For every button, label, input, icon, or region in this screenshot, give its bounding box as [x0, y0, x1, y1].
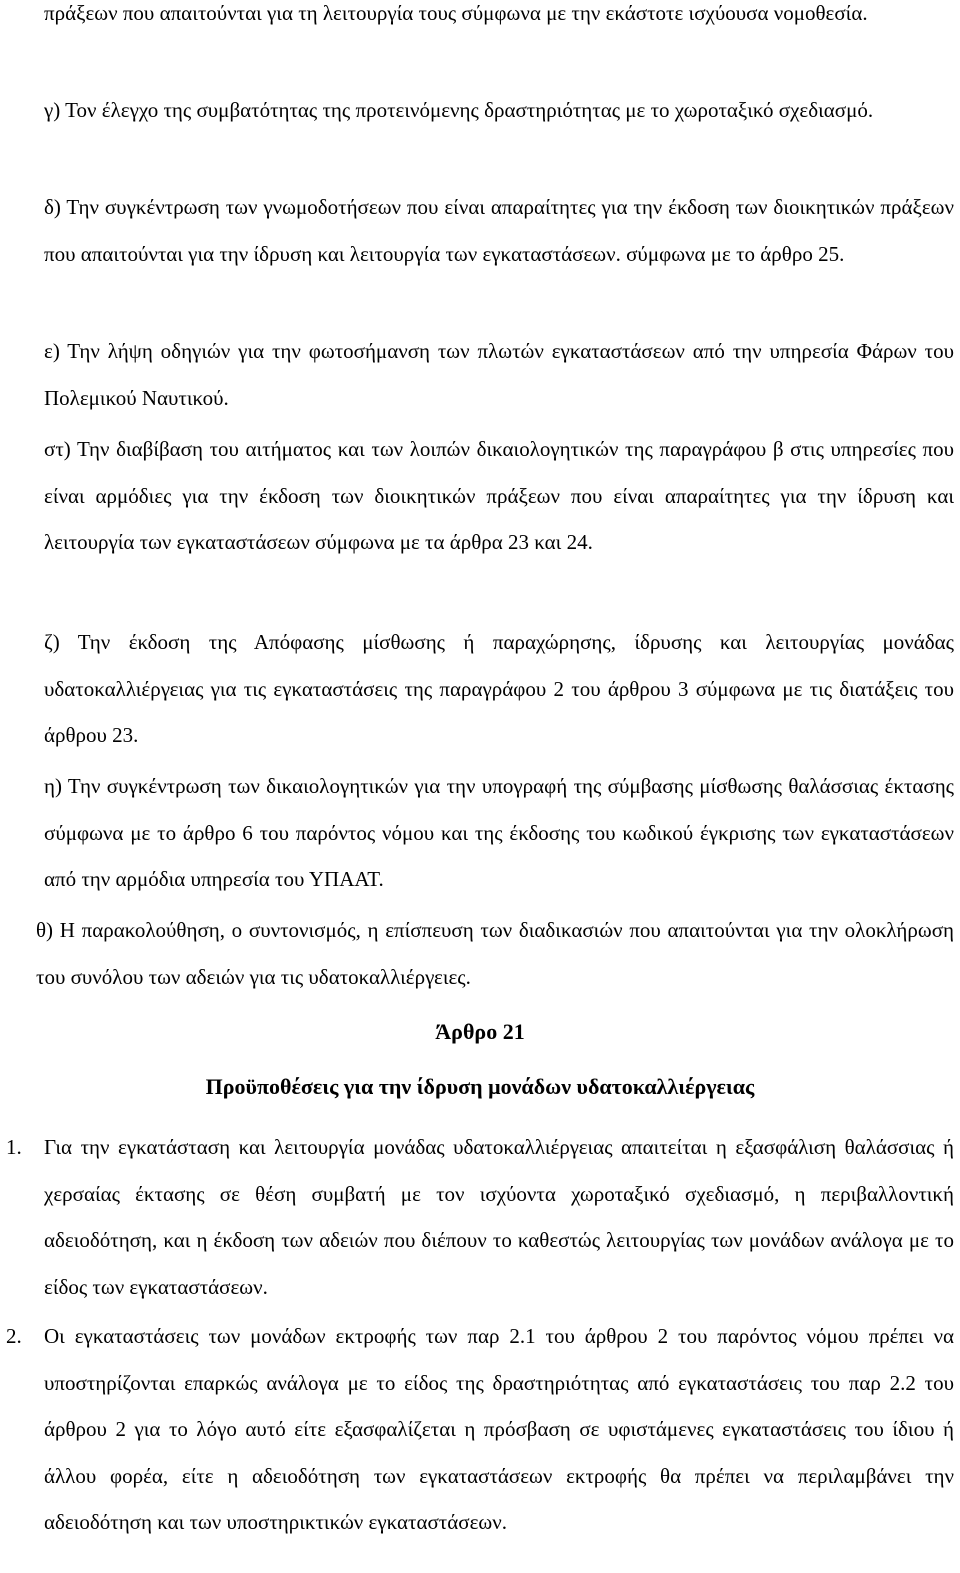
item-text: Για την εγκατάσταση και λειτουργία μονάδας υδατοκαλλιέργειας απαιτείται η εξασφάλιση θαλάσσιας ή χερσαίας έκτασης σε θέση συμβατή με τον ισχύοντα χωροταξικό σχεδιασμό, η περιβαλλοντική αδειοδότηση, και η έκδοση των αδειών που διέπουν το καθεστώς λειτουργίας των μονάδων ανάλογα με το είδος των εγκαταστάσεων.	[44, 1135, 954, 1299]
paragraph-theta: θ) Η παρακολούθηση, ο συντονισμός, η επίσπευση των διαδικασιών που απαιτούνται για την ολοκλήρωση του συνόλου των αδειών για τις υδατοκαλλιέργειες.	[36, 918, 954, 989]
item-text: Οι εγκαταστάσεις των μονάδων εκτροφής των παρ 2.1 του άρθρου 2 του παρόντος νόμου πρέπει να υποστηρίζονται επαρκώς ανάλογα με το είδος της δραστηριότητας από εγκαταστάσεις του παρ 2.2 του άρθρου 2 για το λόγο αυτό είτε εξασφαλίζεται η πρόσβαση σε υφιστάμενες εγκαταστάσεις του ίδιου ή άλλου φορέα, είτε η αδειοδότηση των εγκαταστάσεων εκτροφής θα πρέπει να περιλαμβάνει την αδειοδότηση και των υποστηρικτικών εγκαταστάσεων.	[44, 1324, 954, 1534]
paragraph-eta: η) Την συγκέντρωση των δικαιολογητικών για την υπογραφή της σύμβασης μίσθωσης θαλάσσιας έκτασης σύμφωνα με το άρθρο 6 του παρόντος νόμου και της έκδοσης του κωδικού έγκρισης των εγκαταστάσεων από την αρμόδια υπηρεσία του ΥΠΑΑΤ.	[44, 774, 954, 891]
paragraph-gamma: γ) Τον έλεγχο της συμβατότητας της προτεινόμενης δραστηριότητας με το χωροταξικό σχεδιασμό.	[44, 98, 874, 122]
paragraph-epsilon: ε) Την λήψη οδηγιών για την φωτοσήμανση των πλωτών εγκαταστάσεων από την υπηρεσία Φάρων του Πολεμικού Ναυτικού.	[44, 339, 954, 410]
article-subtitle: Προϋποθέσεις για την ίδρυση μονάδων υδατοκαλλιέργειας	[205, 1074, 755, 1099]
item-number: 1.	[6, 1135, 22, 1159]
paragraph-continuation: πράξεων που απαιτούνται για τη λειτουργία τους σύμφωνα με την εκάστοτε ισχύουσα νομοθεσία.	[44, 1, 868, 25]
item-number: 2.	[6, 1324, 22, 1348]
paragraph-zeta: ζ) Την έκδοση της Απόφασης μίσθωσης ή παραχώρησης, ίδρυσης και λειτουργίας μονάδας υδατοκαλλιέργειας για τις εγκαταστάσεις της παραγράφου 2 του άρθρου 3 σύμφωνα με τις διατάξεις του άρθρου 23.	[44, 630, 954, 747]
article-title: Άρθρο 21	[435, 1019, 525, 1044]
paragraph-st: στ) Την διαβίβαση του αιτήματος και των λοιπών δικαιολογητικών της παραγράφου β στις υπηρεσίες που είναι αρμόδιες για την έκδοση των διοικητικών πράξεων που είναι απαραίτητες για την ίδρυση και λειτουργία των εγκαταστάσεων σύμφωνα με τα άρθρα 23 και 24.	[44, 437, 954, 554]
paragraph-delta: δ) Την συγκέντρωση των γνωμοδοτήσεων που είναι απαραίτητες για την έκδοση των διοικητικών πράξεων που απαιτούνται για την ίδρυση και λειτουργία των εγκαταστάσεων. σύμφωνα με το άρθρο 25.	[44, 195, 954, 266]
